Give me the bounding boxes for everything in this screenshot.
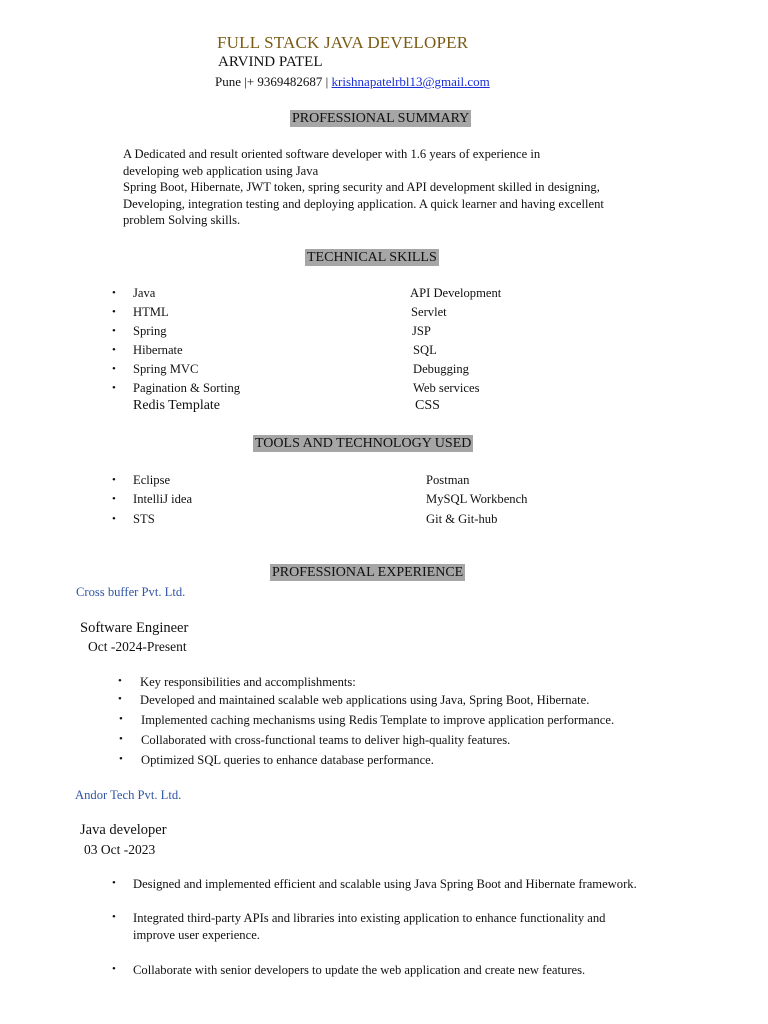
- tools-heading: TOOLS AND TECHNOLOGY USED: [255, 436, 472, 451]
- responsibility-item: Implemented caching mechanisms using Redis Template to improve application performance.: [141, 713, 615, 727]
- skill-item: SQL: [413, 343, 437, 357]
- job-role: Software Engineer: [80, 620, 189, 636]
- contact-line: [215, 74, 490, 90]
- skill-item: Servlet: [411, 305, 447, 319]
- skills-heading: TECHNICAL SKILLS: [307, 250, 437, 265]
- bullet-icon: •: [119, 713, 123, 725]
- tool-item: Git & Git-hub: [426, 512, 498, 526]
- company-name: Cross buffer Pvt. Ltd.: [76, 585, 186, 599]
- skill-item: JSP: [412, 324, 431, 338]
- job-dates: Oct -2024-Present: [88, 639, 187, 654]
- summary-heading: PROFESSIONAL SUMMARY: [292, 111, 470, 126]
- bullet-icon: •: [112, 963, 116, 975]
- skill-item: API Development: [410, 286, 502, 300]
- experience-heading: PROFESSIONAL EXPERIENCE: [272, 565, 464, 580]
- skill-item: Redis Template: [133, 398, 221, 413]
- summary-paragraph: [123, 146, 643, 229]
- tool-item: MySQL Workbench: [426, 492, 528, 506]
- bullet-icon: •: [112, 513, 116, 525]
- tool-item: IntelliJ idea: [133, 492, 193, 506]
- tool-item: Postman: [426, 473, 470, 487]
- company-name: Andor Tech Pvt. Ltd.: [75, 788, 182, 802]
- responsibility-item: Optimized SQL queries to enhance database performance.: [141, 753, 434, 767]
- responsibility-item: Developed and maintained scalable web applications using Java, Spring Boot, Hibernate.: [140, 693, 590, 707]
- bullet-icon: •: [118, 675, 122, 687]
- responsibility-item: Designed and implemented efficient and scalable using Java Spring Boot and Hibernate framework.: [133, 877, 637, 891]
- summary-line: developing web application using Java: [123, 163, 319, 178]
- responsibility-item: Key responsibilities and accomplishments:: [140, 675, 356, 689]
- bullet-icon: •: [112, 325, 116, 337]
- skill-item: Spring: [133, 324, 167, 338]
- responsibility-item: Collaborated with cross-functional teams to deliver high-quality features.: [141, 733, 511, 747]
- summary-line: Developing, integration testing and deploying application. A quick learner and having excellent: [123, 196, 604, 211]
- bullet-icon: •: [112, 877, 116, 889]
- bullet-icon: •: [112, 344, 116, 356]
- tool-item: STS: [133, 512, 155, 526]
- resume-title: FULL STACK JAVA DEVELOPER: [217, 33, 469, 52]
- bullet-icon: •: [112, 287, 116, 299]
- skill-item: Pagination & Sorting: [133, 381, 241, 395]
- skill-item: Java: [133, 286, 156, 300]
- responsibility-item: Integrated third-party APIs and libraries into existing application to enhance functionality and: [133, 911, 606, 925]
- responsibility-item: Collaborate with senior developers to update the web application and create new features.: [133, 963, 586, 977]
- candidate-name: ARVIND PATEL: [218, 54, 323, 70]
- bullet-icon: •: [118, 693, 122, 705]
- skill-item: Web services: [413, 381, 480, 395]
- bullet-icon: •: [112, 474, 116, 486]
- summary-line: A Dedicated and result oriented software developer with 1.6 years of experience in: [123, 147, 541, 161]
- bullet-icon: •: [112, 363, 116, 375]
- bullet-icon: •: [112, 493, 116, 505]
- summary-line: Spring Boot, Hibernate, JWT token, spring security and API development skilled in designing,: [123, 180, 600, 194]
- bullet-icon: •: [112, 306, 116, 318]
- bullet-icon: •: [119, 733, 123, 745]
- skill-item: Hibernate: [133, 343, 183, 357]
- skill-item: CSS: [415, 398, 440, 413]
- skill-item: Spring MVC: [133, 362, 199, 376]
- contact-phone: Pune |+ 9369482687 |: [215, 74, 332, 89]
- bullet-icon: •: [112, 382, 116, 394]
- bullet-icon: •: [112, 911, 116, 923]
- responsibility-item-continuation: improve user experience.: [133, 928, 260, 942]
- summary-line: problem Solving skills.: [123, 213, 241, 227]
- bullet-icon: •: [119, 753, 123, 765]
- email-link[interactable]: krishnapatelrbl13@gmail.com: [331, 74, 490, 89]
- tool-item: Eclipse: [133, 473, 171, 487]
- job-role: Java developer: [80, 822, 167, 838]
- skill-item: HTML: [133, 305, 169, 319]
- job-dates: 03 Oct -2023: [84, 842, 156, 857]
- skill-item: Debugging: [413, 362, 469, 376]
